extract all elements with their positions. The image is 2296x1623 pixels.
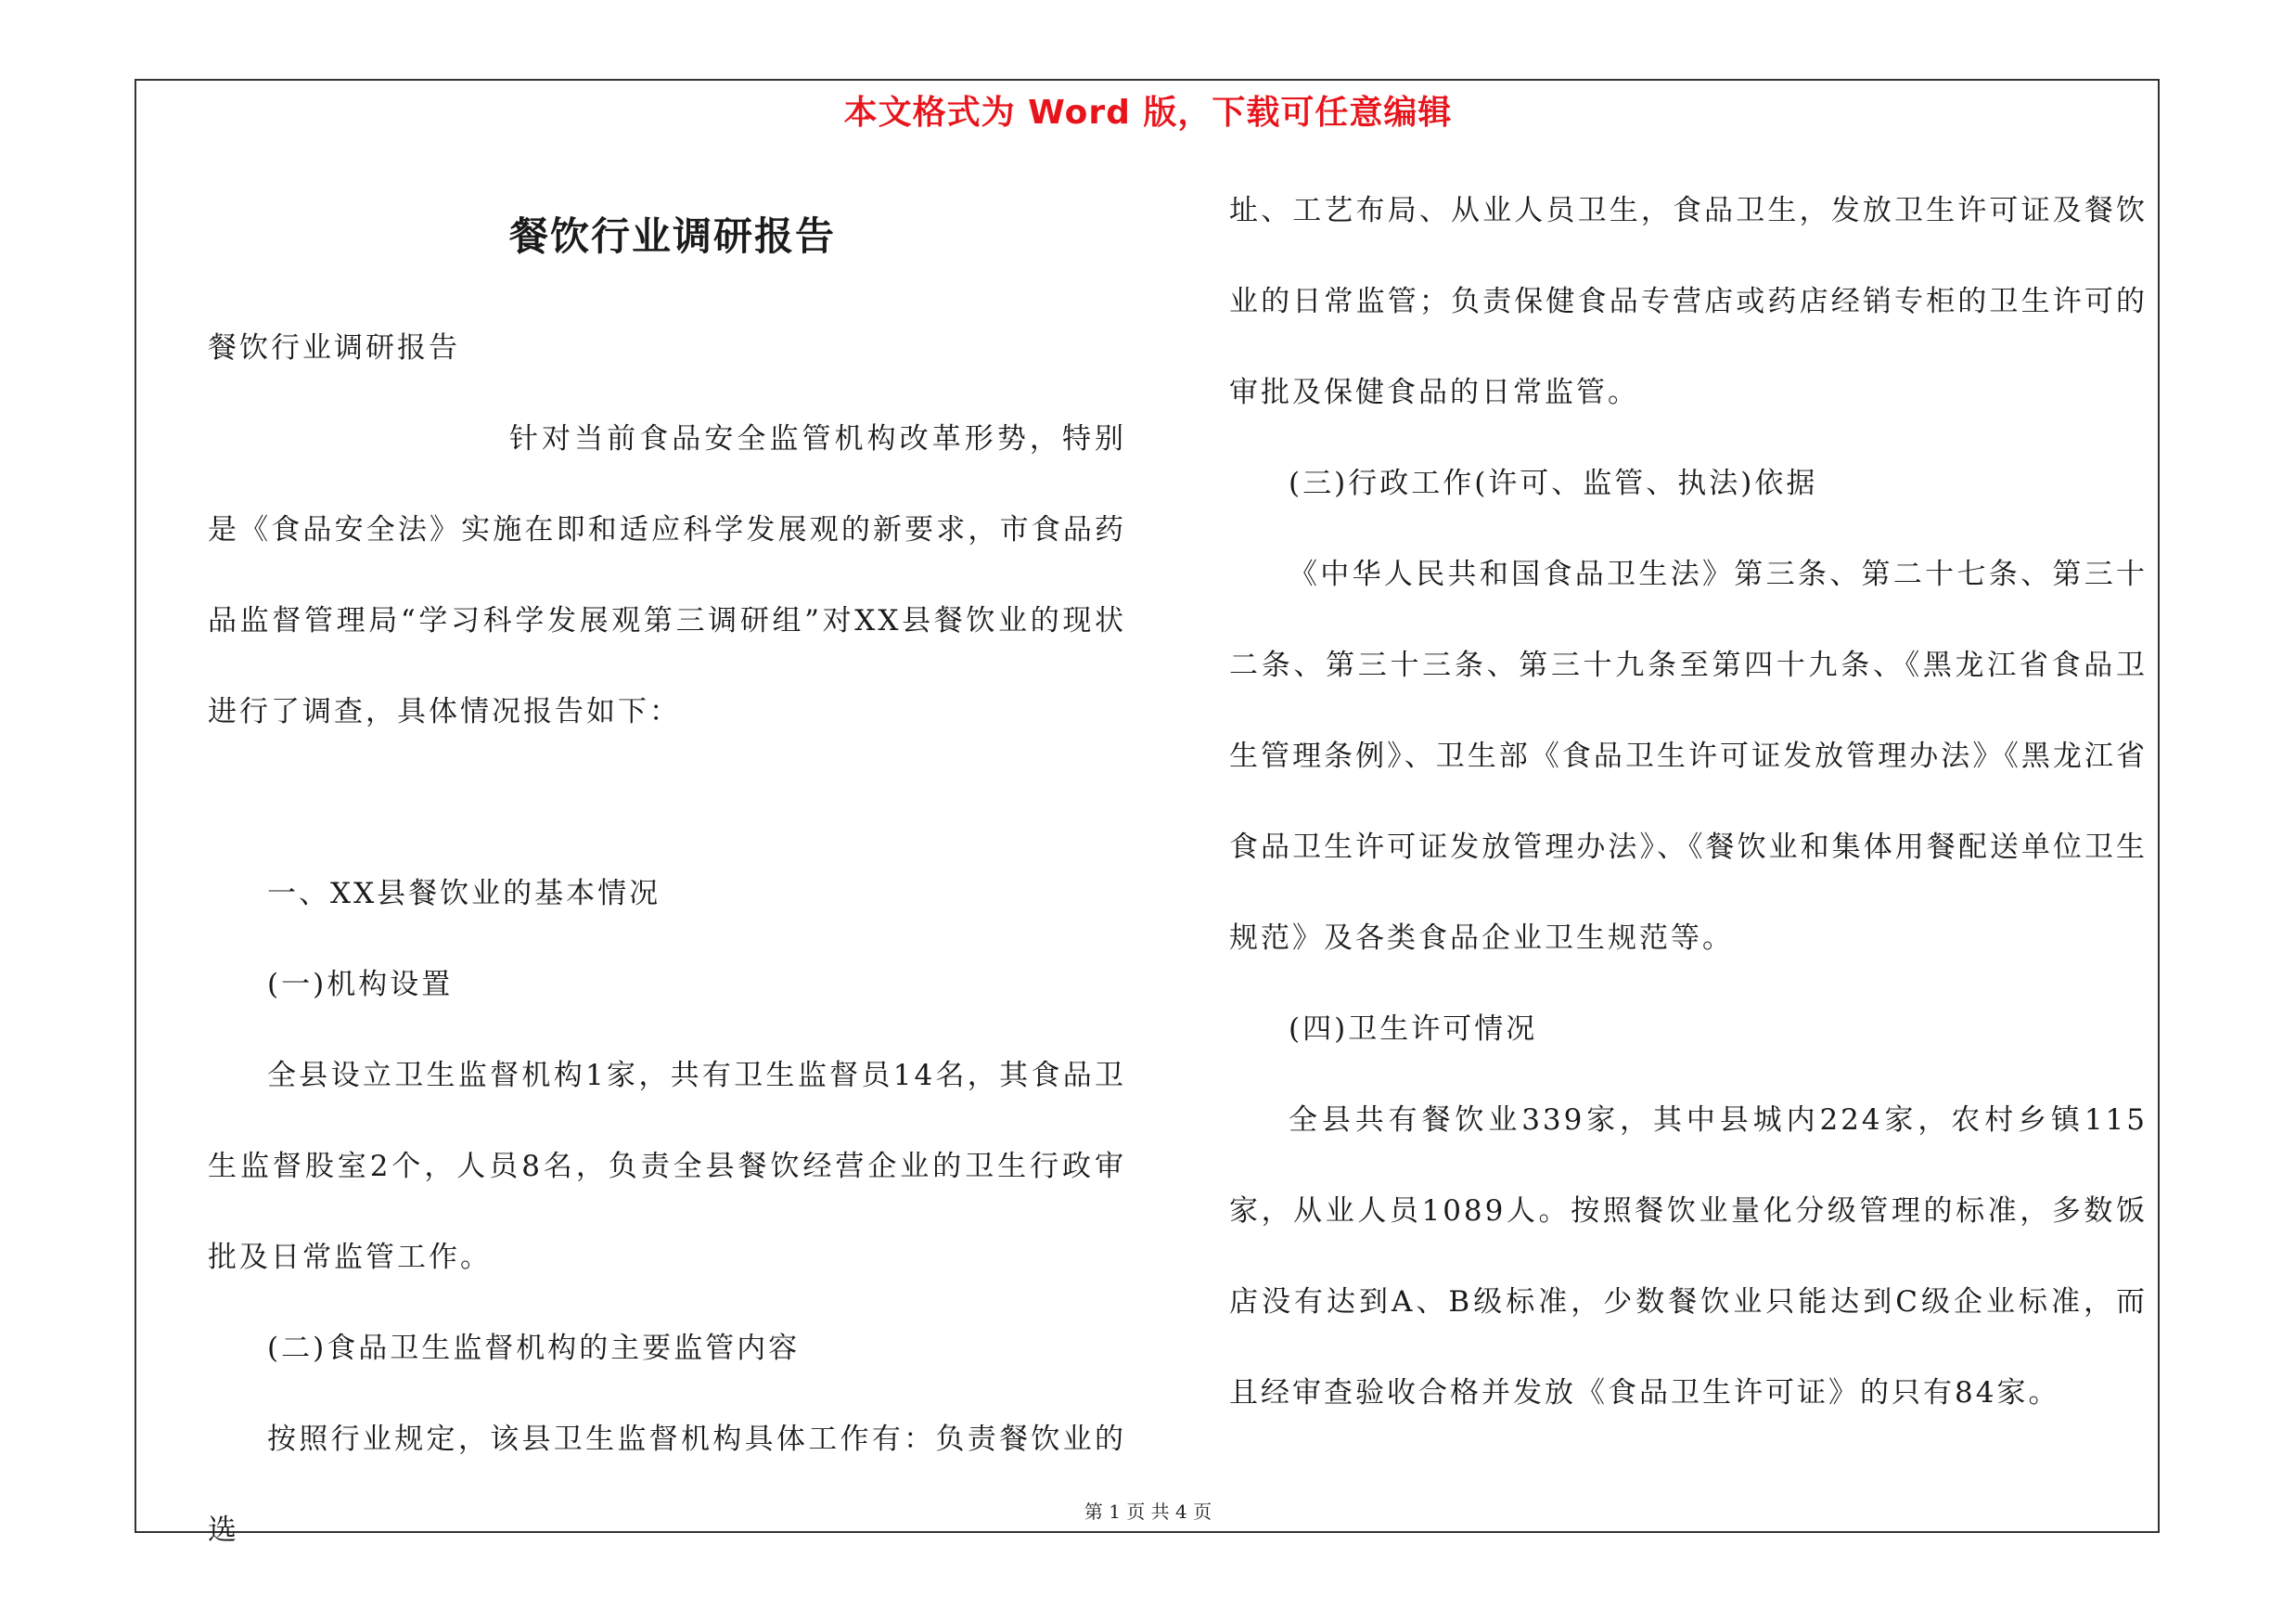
right-column — [1229, 165, 2148, 1438]
subsection-heading-1: (一)机构设置 — [267, 968, 454, 1001]
body-paragraph-continued: 址、工艺布局、从业人员卫生，食品卫生，发放卫生许可证及餐饮业的日常监管；负责保健食品专营店或药店经销专柜的卫生许可的审批及保健食品的日常监管。 — [1229, 194, 2148, 409]
intro-paragraph: 针对当前食品安全监管机构改革形势，特别是《食品安全法》实施在即和适应科学发展观的新要求，市食品药品监督管理局“学习科学发展观第三调研组”对XX县餐饮业的现状进行了调查，具体情况报告如下： — [208, 422, 1126, 728]
body-paragraph: 按照行业规定，该县卫生监督机构具体工作有：负责餐饮业的选 — [208, 1423, 1126, 1547]
document-title: 餐饮行业调研报告 — [508, 213, 836, 259]
body-paragraph: 《中华人民共和国食品卫生法》第三条、第二十七条、第三十二条、第三十三条、第三十九条至第四十九条、《黑龙江省食品卫生管理条例》、卫生部《食品卫生许可证发放管理办法》《黑龙江省食品卫生许可证发放管理办法》、《餐饮业和集体用餐配送单位卫生规范》及各类食品企业卫生规范等。 — [1229, 558, 2148, 955]
section-heading-1: 一、XX县餐饮业的基本情况 — [267, 877, 661, 910]
paragraph-gap — [208, 757, 1126, 848]
subsection-heading-3: (三)行政工作(许可、监管、执法)依据 — [1289, 467, 1818, 500]
subtitle-paragraph: 餐饮行业调研报告 — [208, 331, 460, 365]
subsection-heading-2: (二)食品卫生监督机构的主要监管内容 — [267, 1332, 801, 1365]
body-paragraph: 全县共有餐饮业339家，其中县城内224家，农村乡镇115家，从业人员1089人。按照餐饮业量化分级管理的标准，多数饭店没有达到A、B级标准，少数餐饮业只能达到C级企业标准，而且经审查验收合格并发放《食品卫生许可证》的只有84家。 — [1229, 1103, 2148, 1410]
subsection-heading-4: (四)卫生许可情况 — [1289, 1012, 1538, 1046]
left-column — [208, 303, 1126, 1576]
page-number-footer: 第 1 页 共 4 页 — [1084, 1501, 1212, 1523]
word-format-banner: 本文格式为 Word 版，下载可任意编辑 — [843, 94, 1453, 132]
body-paragraph: 全县设立卫生监督机构1家，共有卫生监督员14名，其食品卫生监督股室2个，人员8名，负责全县餐饮经营企业的卫生行政审批及日常监管工作。 — [208, 1059, 1126, 1274]
